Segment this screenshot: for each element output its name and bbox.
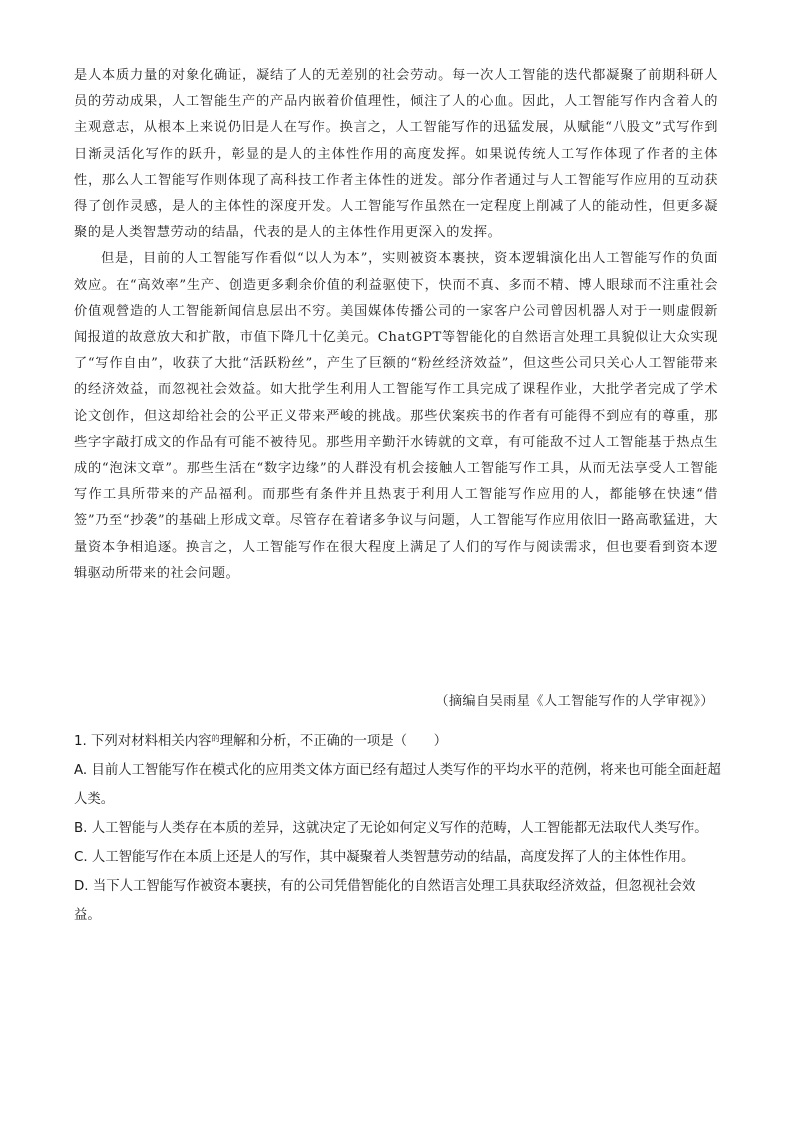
option-a: A. 目前人工智能写作在模式化的应用类文体方面已经有超过人类写作的平均水平的范例，将来也可能全面赶超人类。 xyxy=(74,763,721,807)
option-d: D. 当下人工智能写作被资本裹挟，有的公司凭借智能化的自然语言处理工具获取经济效益，但忽视社会效益。 xyxy=(74,879,696,923)
passage-paragraph-2: 但是，目前的人工智能写作看似“以人为本”，实则被资本裹挟，资本逻辑演化出人工智能写作的负面效应。在“高效率”生产、创造更多剩余价值的利益驱使下，快而不真、多而不精、博人眼球而不注重社会价值观營造的人工智能新闻信息层出不穷。美国媒体传播公司的一家客户公司曾因机器人对于一则虚假新闻报道的故意放大和扩散，市值下降几十亿美元。ChatGPT等智能化的自然语言处理工具貌似让大众实现了“写作自由”，收获了大批“活跃粉丝”，产生了巨额的“粉丝经济效益”，但这些公司只关心人工智能带来的经济效益，而忽视社会效益。如大批学生利用人工智能写作工具完成了课程作业，大批学者完成了学术论文创作，但这却给社会的公平正义带来严峻的挑战。那些伏案疾书的作者有可能得不到应有的尊重，那些字字敲打成文的作品有可能不被待见。那些用辛勤汗水铸就的文章，有可能敌不过人工智能基于热点生成的“泡沫文章”。那些生活在“数字边缘”的人群没有机会接触人工智能写作工具，从而无法享受人工智能写作工具所带来的产品福利。而那些有条件并且热衷于利用人工智能写作应用的人，都能够在快速“借签”乃至“抄袭”的基础上形成文章。尽管存在着诸多争议与问题，人工智能写作应用依旧一路高歌猛进，大量资本争相追逐。换言之，人工智能写作在很大程度上满足了人们的写作与阅读需求，但也要看到资本逻辑驱动所带来的社会问题。 xyxy=(74,251,718,581)
question-1-stem-small-char: 的 xyxy=(211,734,220,743)
question-1-stem xyxy=(74,724,722,756)
question-1-stem-start: 1. 下列对材料相关内容 xyxy=(74,734,212,749)
passage-source: （摘编自吴雨星《人工智能写作的人学审视》） xyxy=(435,694,714,709)
option-b: B. 人工智能与人类存在本质的差异，这就决定了无论如何定义写作的范畴，人工智能都无法取代人类写作。 xyxy=(74,821,708,836)
reading-passage xyxy=(74,63,718,587)
option-c: C. 人工智能写作在本质上还是人的写作，其中凝聚着人类智慧劳动的结晶，高度发挥了人的主体性作用。 xyxy=(74,850,695,865)
question-block xyxy=(74,724,722,930)
passage-paragraph-1: 是人本质力量的对象化确证，凝结了人的无差别的社会劳动。每一次人工智能的迭代都凝聚了前期科研人员的劳动成果，人工智能生产的产品内嵌着价值理性，倾注了人的心血。因此，人工智能写作内含着人的主观意志，从根本上来说仍旧是人在写作。换言之，人工智能写作的迅猛发展，从赋能“八股文”式写作到日渐灵活化写作的跃升，彰显的是人的主体性作用的高度发挥。如果说传统人工写作体现了作者的主体性，那么人工智能写作则体现了高科技工作者主体性的迸发。部分作者通过与人工智能写作应用的互动获得了创作灵感，是人的主体性的深度开发。人工智能写作虽然在一定程度上削减了人的能动性，但更多凝聚的是人类智慧劳动的结晶，代表的是人的主体性作用更深入的发挥。 xyxy=(74,68,718,241)
question-1-stem-end: 理解和分析，不正确的一项是（ ） xyxy=(219,734,448,749)
